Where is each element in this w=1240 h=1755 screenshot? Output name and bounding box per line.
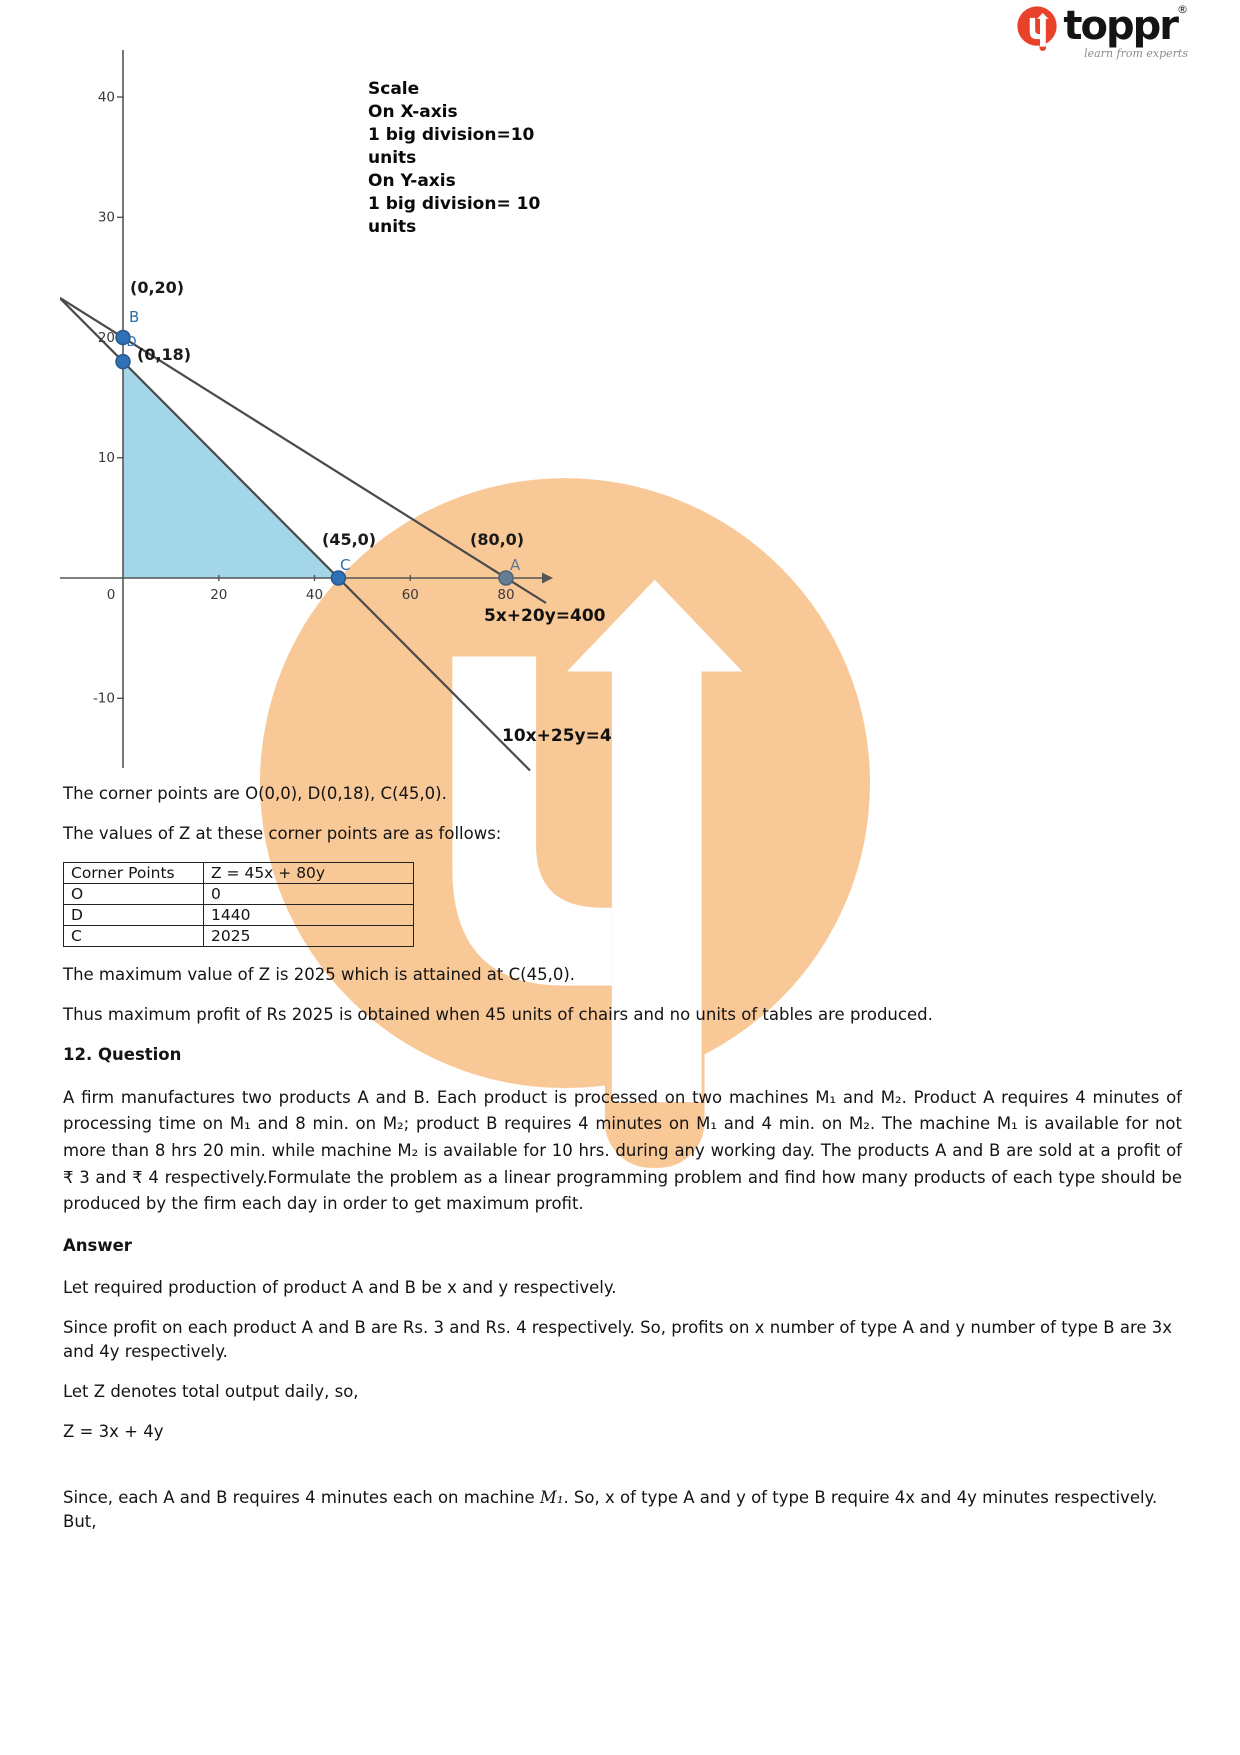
question-text: A firm manufactures two products A and B. Each product is processed on two machines M₁ and M₂. Product A requires 4 minutes of processing time on M₁ and 8 min. on M₂; product B requires 4 minutes on M₁ and 4 min. on M₂. The machine M₁ is available for not more than 8 hrs 20 min. while machine M₂ is available for 10 hrs. during any working day. The products A and B are sold at a profit of ₹ 3 and ₹ 4 respectively.Formulate the problem as a linear programming problem and find how many products of each type should be produced by the firm each day in order to get maximum profit. (63, 1087, 1182, 1214)
x-axis-arrow-icon (542, 573, 553, 584)
equation-label-2: 10x+25y=4 (502, 726, 612, 746)
z-values-table (63, 862, 414, 947)
math-m1: M₁ (539, 1487, 564, 1507)
logo-wordmark: toppr (1063, 3, 1177, 49)
point-d-dot (116, 355, 130, 369)
point-b-letter: B (129, 308, 140, 326)
table-cell-point: C (64, 925, 204, 946)
point-c-letter: C (340, 556, 351, 574)
x-tick-0: 0 (106, 587, 116, 603)
lp-graph (60, 50, 640, 780)
table-cell-z: 2025 (204, 925, 414, 946)
y-tick-neg10: -10 (92, 690, 115, 707)
scale-line: On X-axis (368, 102, 458, 122)
point-c-coord: (45,0) (322, 530, 377, 549)
z-values-intro-line: The values of Z at these corner points are as follows: (63, 823, 502, 843)
table-cell-z: 0 (204, 883, 414, 904)
y-tick-20: 20 (97, 330, 115, 346)
scale-line: 1 big division=10 (368, 125, 535, 145)
max-value-line: The maximum value of Z is 2025 which is attained at C(45,0). (63, 964, 575, 984)
table-header-row (64, 862, 414, 883)
y-tick-10: 10 (97, 450, 115, 466)
point-b-coord: (0,20) (130, 278, 185, 297)
point-d-letter: D (126, 335, 137, 350)
p5-text-post: . So, x of type A and y of type B require 4x and 4y minutes respectively. But, (63, 1487, 1158, 1531)
table-row (64, 904, 414, 925)
x-tick-40: 40 (305, 587, 324, 603)
scale-line: units (368, 217, 417, 237)
question-heading: 12. Question (63, 1044, 182, 1064)
x-tick-20: 20 (210, 587, 228, 603)
scale-note (368, 78, 568, 239)
y-tick-30: 30 (97, 209, 115, 226)
toppr-logo-icon (1017, 6, 1057, 51)
table-cell-point: D (64, 904, 204, 925)
answer-paragraph-2: Since profit on each product A and B are Rs. 3 and Rs. 4 respectively. So, profits on x number of type A and y number of type B are 3x and 4y respectively. (63, 1318, 1173, 1361)
scale-line: Scale (368, 79, 420, 99)
solution-content (63, 782, 1182, 1550)
point-a-letter: A (510, 556, 521, 574)
equation-label-1: 5x+20y=400 (484, 606, 606, 626)
conclusion-line: Thus maximum profit of Rs 2025 is obtained when 45 units of chairs and no units of tables are produced. (63, 1004, 933, 1024)
answer-paragraph-5 (63, 1486, 1182, 1534)
answer-paragraph-3: Let Z denotes total output daily, so, (63, 1381, 359, 1401)
x-tick-80: 80 (497, 587, 515, 603)
objective-function: Z = 3x + 4y (63, 1421, 164, 1441)
corner-points-line: The corner points are O(0,0), D(0,18), C(45,0). (63, 784, 447, 803)
table-cell-point: O (64, 883, 204, 904)
answer-paragraph-1: Let required production of product A and B be x and y respectively. (63, 1278, 617, 1298)
x-tick-60: 60 (401, 587, 419, 603)
logo-text (1063, 3, 1188, 60)
registered-mark: ® (1177, 3, 1188, 16)
toppr-logo (1017, 3, 1188, 60)
point-d-coord: (0,18) (137, 345, 192, 364)
table-row (64, 883, 414, 904)
logo-tagline: learn from experts (1084, 47, 1188, 60)
point-a-coord: (80,0) (470, 530, 525, 549)
table-header-corner-points: Corner Points (64, 862, 204, 883)
p5-text-pre: Since, each A and B requires 4 minutes each on machine (63, 1487, 540, 1507)
table-cell-z: 1440 (204, 904, 414, 925)
y-tick-40: 40 (97, 89, 115, 106)
scale-line: units (368, 148, 417, 168)
table-row (64, 925, 414, 946)
answer-heading: Answer (63, 1236, 132, 1256)
table-header-z: Z = 45x + 80y (204, 862, 414, 883)
scale-line: On Y-axis (368, 171, 456, 191)
scale-line: 1 big division= 10 (368, 194, 541, 214)
